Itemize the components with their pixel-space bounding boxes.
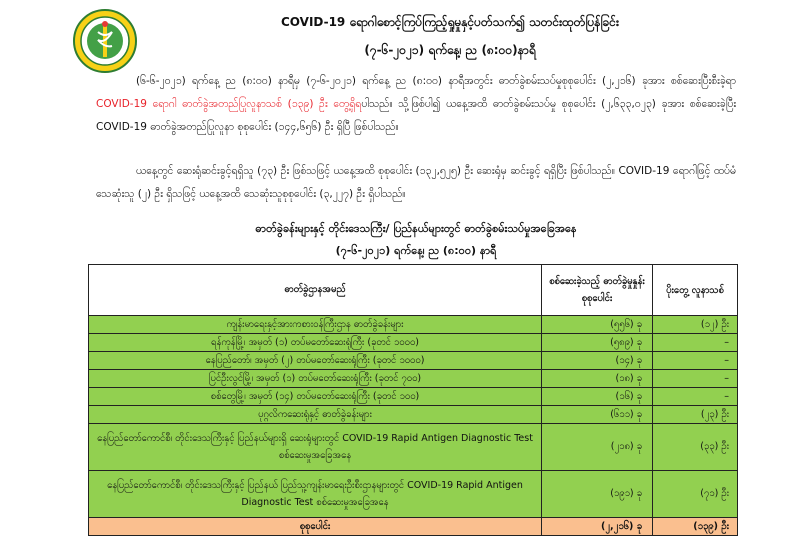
lab-name: ပြင်ဦးလွင်မြို့၊ အမှတ် (၁) တပ်မတော်ဆေးရုံကြီး (ခုတင် ၇၀၀) bbox=[89, 370, 542, 388]
lab-name: စစ်တွေမြို့၊ အမှတ် (၁၄) တပ်မတော်ဆေးရုံကြီး (ခုတင် ၁၀၀) bbox=[89, 388, 542, 406]
test-count: (၁၉၁) ခု bbox=[542, 471, 653, 518]
test-count: (၅၅၆) ခု bbox=[542, 316, 653, 334]
new-cases-highlight: COVID-19 ရောဂါ ဓာတ်ခွဲအတည်ပြုလူနာသစ် (၁၃၉) ဦး တွေ့ရှိရ bbox=[96, 98, 362, 110]
lab-name: နေပြည်တော်၊ အမှတ် (၂) တပ်မတော်ဆေးရုံကြီး (ခုတင် ၁၀၀၀) bbox=[89, 352, 542, 370]
total-tests: (၂,၂၁၆) ခု bbox=[542, 518, 653, 536]
lab-name: ကျန်းမာရေးနှင့်အားကစားဝန်ကြီးဌာန ဓာတ်ခွဲခန်းများ bbox=[89, 316, 542, 334]
intro-paragraph-1 bbox=[96, 70, 736, 139]
total-positive: (၁၃၉) ဦး bbox=[653, 518, 738, 536]
lab-name: နေပြည်တော်ကောင်စီ၊ တိုင်းဒေသကြီးနှင့် ပြည်နယ်များရှိ ဆေးရုံများတွင် COVID-19 Rapid Antigen Diagnostic Test စစ်ဆေးမှုအခြေအနေ bbox=[89, 424, 542, 471]
lab-name: ရန်ကုန်မြို့၊ အမှတ် (၁) တပ်မတော်ဆေးရုံကြီး (ခုတင် ၁၀၀၀) bbox=[89, 334, 542, 352]
intro-text-a: (၆-၆-၂၀၂၁) ရက်နေ့ ည (၈:၀၀) နာရီမှ (၇-၆-၂၀၂၁) ရက်နေ့ ည (၈:၀၀) နာရီအတွင်း ဓာတ်ခွဲစမ်းသပ်မှုစုစုပေါင်း (၂,၂၁၆) ခုအား စစ်ဆေးပြီးစီးခဲ့ရာ bbox=[136, 75, 736, 87]
test-count: (၆၁၁) ခု bbox=[542, 406, 653, 424]
intro-paragraph-2: ယနေ့တွင် ဆေးရုံဆင်းခွင့်ရရှိသူ (၇၃) ဦး ဖြစ်သဖြင့် ယနေ့အထိ စုစုပေါင်း (၁၃၂,၅၂၅) ဦး ဆေးရုံမှ ဆင်းခွင့် ရရှိပြီး ဖြစ်ပါသည်။ COVID-19 ရောဂါဖြင့် ထပ်မံသေဆုံးသူ (၂) ဦး ရှိသဖြင့် ယနေ့အထိ သေဆုံးသူစုစုပေါင်း (၃,၂၂၇) ဦး ရှိပါသည်။ bbox=[96, 165, 736, 200]
test-count: (၁၆) ခု bbox=[542, 388, 653, 406]
table-row bbox=[89, 388, 738, 406]
total-label: စုစုပေါင်း bbox=[89, 518, 542, 536]
test-count: (၁၄) ခု bbox=[542, 352, 653, 370]
table-row bbox=[89, 334, 738, 352]
header-lab-name: ဓာတ်ခွဲဌာနအမည် bbox=[89, 265, 542, 316]
positive-count: – bbox=[653, 334, 738, 352]
test-count: (၁၈) ခု bbox=[542, 370, 653, 388]
positive-count: – bbox=[653, 388, 738, 406]
table-total-row bbox=[89, 518, 738, 536]
header-tests: စစ်ဆေးခဲ့သည့် ဓာတ်ခွဲမှုနှုန်း စုစုပေါင်း bbox=[542, 265, 653, 316]
page-title: COVID-19 ရောဂါစောင့်ကြပ်ကြည့်ရှုမှုနှင့်ပတ်သက်၍ သတင်းထုတ်ပြန်ခြင်း bbox=[280, 15, 619, 29]
lab-name: နေပြည်တော်ကောင်စီ၊ တိုင်းဒေသကြီးနှင့် ပြည်နယ် ပြည်သူ့ကျန်းမာရေးဦးစီးဌာနများတွင် COVID-19 Rapid Antigen Diagnostic Test စစ်ဆေးမှုအခြေအနေ bbox=[89, 471, 542, 518]
ministry-of-health-logo bbox=[72, 8, 138, 74]
test-count: (၂၁၈) ခု bbox=[542, 424, 653, 471]
lab-name: ပုဂ္ဂလိကဆေးရုံနှင့် ဓာတ်ခွဲခန်းများ bbox=[89, 406, 542, 424]
table-header-row bbox=[89, 265, 738, 316]
positive-count: (၃၃) ဦး bbox=[653, 424, 738, 471]
test-count: (၅၈၉) ခု bbox=[542, 334, 653, 352]
table-row bbox=[89, 370, 738, 388]
positive-count: – bbox=[653, 352, 738, 370]
positive-count: (၂၃) ဦး bbox=[653, 406, 738, 424]
table-row bbox=[89, 352, 738, 370]
header-positive: ပိုးတွေ့ လူနာသစ် bbox=[653, 265, 738, 316]
positive-count: (၇၁) ဦး bbox=[653, 471, 738, 518]
section-title: ဓာတ်ခွဲခန်းများနှင့် တိုင်းဒေသကြီး/ ပြည်နယ်များတွင် ဓာတ်ခွဲစမ်းသပ်မှုအခြေအနေ bbox=[255, 222, 577, 235]
table-row bbox=[89, 471, 738, 518]
page-date: (၇-၆-၂၀၂၁) ရက်နေ့၊ ည (၈:၀၀)နာရီ bbox=[364, 43, 536, 57]
table-row bbox=[89, 316, 738, 334]
positive-count: (၁၂) ဦး bbox=[653, 316, 738, 334]
lab-testing-table bbox=[88, 264, 738, 536]
positive-count: – bbox=[653, 370, 738, 388]
section-date: (၇-၆-၂၀၂၁) ရက်နေ့၊ ည (၈:၀၀) နာရီ bbox=[335, 244, 497, 257]
intro-text-b: ပါသည်။ သို့ဖြစ်ပါ၍ ယနေ့အထိ ဓာတ်ခွဲစမ်းသပ်မှု စုစုပေါင်း (၂,၆၃၃,၀၂၃) ခုအား စစ်ဆေးခဲ့ပြီး COVID-19 ဓာတ်ခွဲအတည်ပြုလူနာ စုစုပေါင်း (၁၄၄,၆၅၆) ဦး ရှိပြီ ဖြစ်ပါသည်။ bbox=[96, 98, 736, 133]
table-row bbox=[89, 424, 738, 471]
table-row bbox=[89, 406, 738, 424]
